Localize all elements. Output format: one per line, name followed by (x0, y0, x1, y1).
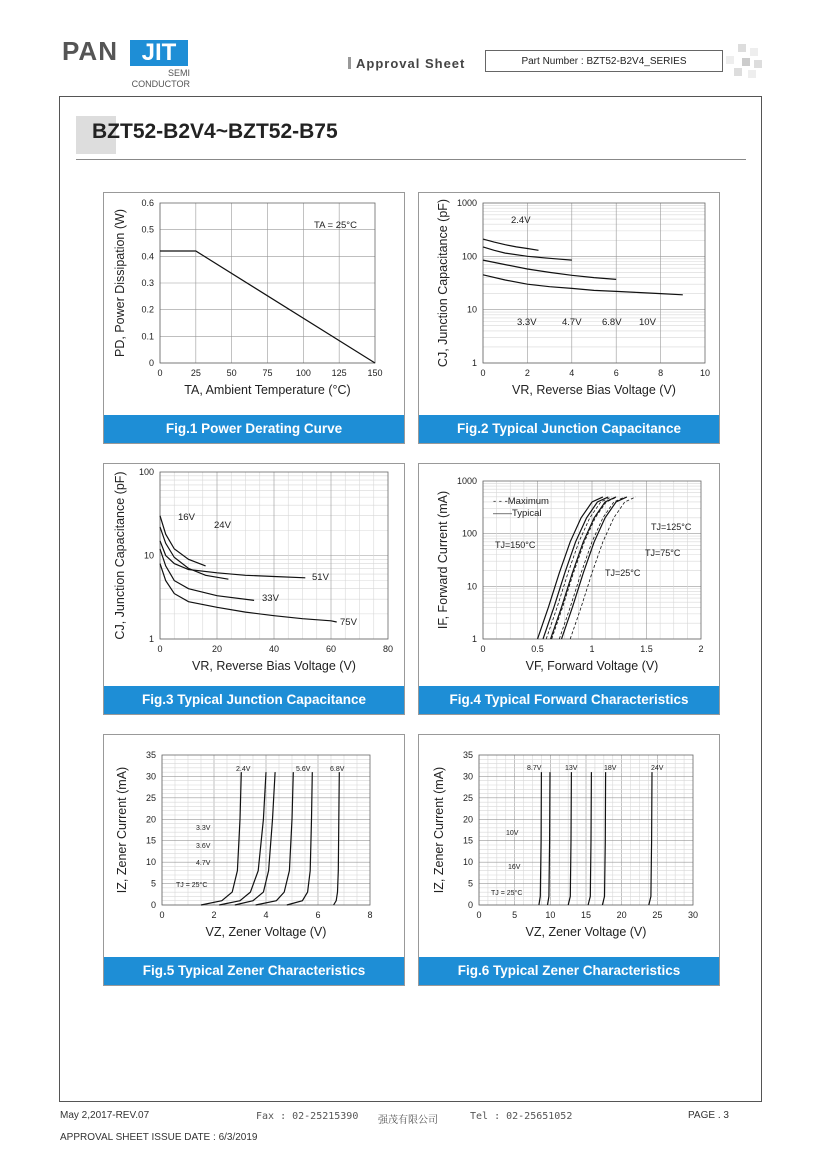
x-axis-label: VZ, Zener Voltage (V) (205, 925, 327, 939)
x-tick-label: 5 (512, 910, 518, 920)
x-tick-label: 0 (476, 910, 482, 920)
series-label: 24V (214, 520, 231, 531)
series-label: 3.3V (517, 317, 537, 328)
series-label: 6.8V (330, 766, 345, 773)
temp-annotation: TJ=125°C (651, 522, 692, 532)
figure-5-chart (104, 735, 404, 957)
figure-1-panel (103, 192, 405, 444)
series-line (588, 772, 591, 905)
figure-6-panel (418, 734, 720, 986)
series-label: 3.6V (196, 843, 211, 850)
y-axis-label: IZ, Zener Current (mA) (115, 766, 129, 894)
figure-4-panel (418, 463, 720, 715)
y-tick-label: 0.6 (141, 198, 154, 208)
figure-6-caption: Fig.6 Typical Zener Characteristics (419, 957, 719, 985)
y-tick-label: 0.2 (141, 304, 154, 315)
y-tick-label: 35 (145, 750, 156, 760)
plot-border (483, 203, 705, 363)
x-tick-label: 2 (524, 368, 530, 378)
x-axis-label: VF, Forward Voltage (V) (525, 659, 659, 673)
series-label: 16V (508, 864, 521, 871)
series-label: 2.4V (511, 215, 531, 226)
series-line (538, 497, 603, 639)
annotation-label: TJ = 25°C (176, 882, 208, 889)
y-tick-label: 1000 (456, 198, 477, 208)
y-axis-label: PD, Power Dissipation (W) (113, 209, 127, 357)
x-tick-label: 0 (159, 910, 165, 920)
y-tick-label: 0.5 (141, 224, 154, 235)
x-tick-label: 10 (699, 368, 711, 378)
series-label: 6.8V (602, 317, 622, 328)
x-tick-label: 60 (325, 644, 337, 654)
x-tick-label: 150 (367, 368, 383, 378)
x-tick-label: 4 (263, 910, 269, 920)
y-axis-label: CJ, Junction Capacitance (pF) (113, 471, 127, 640)
x-tick-label: 1.5 (640, 644, 653, 654)
logo-jit-badge: JIT (130, 40, 188, 66)
x-tick-label: 20 (616, 910, 627, 920)
figure-4-chart (419, 464, 719, 686)
series-label: 13V (565, 765, 578, 772)
series-line (219, 772, 266, 905)
x-tick-label: 15 (580, 910, 592, 920)
part-number-box: Part Number : BZT52-B2V4_SERIES (485, 50, 723, 72)
x-tick-label: 4 (569, 368, 575, 378)
series-line (483, 239, 539, 250)
x-tick-label: 30 (687, 910, 699, 920)
footer-company: 强茂有限公司 (378, 1115, 438, 1126)
series-label: 10V (639, 317, 656, 328)
footer-issue-date: APPROVAL SHEET ISSUE DATE : 6/3/2019 (60, 1132, 258, 1143)
series-line (483, 260, 616, 279)
y-tick-label: 15 (462, 835, 473, 846)
series-label: 18V (604, 765, 617, 772)
y-tick-label: 5 (150, 878, 156, 889)
legend-maximum: - - -Maximum (493, 496, 549, 507)
y-tick-label: 100 (461, 528, 477, 539)
x-tick-label: 6 (613, 368, 619, 378)
y-tick-label: 1 (148, 634, 154, 644)
figure-5-caption: Fig.5 Typical Zener Characteristics (104, 957, 404, 985)
series-label: 33V (262, 593, 279, 604)
temp-annotation: TJ=75°C (645, 548, 681, 558)
x-tick-label: 0 (157, 644, 163, 654)
divider-bar (348, 57, 351, 69)
x-tick-label: 0.5 (531, 644, 544, 654)
figure-6-chart (419, 735, 719, 957)
checker-decoration-icon (726, 44, 762, 80)
series-line (548, 772, 551, 905)
y-tick-label: 0 (467, 900, 473, 910)
x-axis-label: TA, Ambient Temperature (°C) (184, 383, 351, 397)
series-label: 4.7V (562, 317, 582, 328)
x-tick-label: 6 (315, 910, 321, 920)
footer-tel: Tel : 02-25651052 (470, 1111, 573, 1122)
figure-3-caption: Fig.3 Typical Junction Capacitance (104, 686, 404, 714)
figure-2-chart (419, 193, 719, 415)
series-line (334, 772, 340, 905)
series-label: 75V (340, 617, 357, 628)
series-label: 24V (651, 765, 664, 772)
series-label: 3.3V (196, 825, 211, 832)
series-line (568, 772, 571, 905)
series-line (649, 772, 652, 905)
series-label: 16V (178, 512, 195, 523)
legend-typical: ——Typical (493, 508, 542, 519)
x-tick-label: 25 (190, 368, 201, 378)
footer-page: PAGE . 3 (688, 1110, 729, 1121)
x-tick-label: 75 (262, 368, 273, 378)
x-tick-label: 0 (157, 368, 163, 378)
x-tick-label: 50 (226, 368, 237, 378)
y-tick-label: 10 (145, 857, 156, 868)
x-tick-label: 1 (589, 644, 595, 654)
y-tick-label: 0.1 (141, 331, 154, 342)
y-tick-label: 10 (143, 550, 154, 561)
x-axis-label: VR, Reverse Bias Voltage (V) (192, 659, 356, 673)
series-label: 5.6V (296, 766, 311, 773)
temp-annotation: TJ=25°C (605, 568, 641, 578)
y-tick-label: 10 (462, 857, 473, 868)
y-tick-label: 0 (150, 900, 156, 910)
y-tick-label: 35 (462, 750, 473, 760)
y-tick-label: 25 (462, 792, 473, 803)
x-tick-label: 40 (268, 644, 280, 654)
x-tick-label: 125 (331, 368, 347, 378)
y-tick-label: 1 (471, 634, 477, 644)
y-axis-label: IF, Forward Current (mA) (436, 490, 450, 630)
figure-4-caption: Fig.4 Typical Forward Characteristics (419, 686, 719, 714)
series-label: 4.7V (196, 860, 211, 867)
x-tick-label: 0 (480, 368, 486, 378)
x-tick-label: 25 (652, 910, 663, 920)
x-tick-label: 20 (211, 644, 223, 654)
series-line (160, 516, 206, 566)
series-label: 8.7V (527, 765, 542, 772)
y-tick-label: 0.3 (141, 278, 154, 288)
x-tick-label: 2 (211, 910, 217, 920)
y-tick-label: 0 (148, 358, 154, 368)
y-tick-label: 5 (467, 878, 473, 889)
annotation-label: TA = 25°C (314, 220, 357, 231)
figure-3-panel (103, 463, 405, 715)
series-label: 2.4V (236, 766, 251, 773)
figure-2-panel (418, 192, 720, 444)
logo-sub-conductor: CONDUCTOR (131, 79, 190, 89)
x-axis-label: VZ, Zener Voltage (V) (525, 925, 647, 939)
x-tick-label: 10 (545, 910, 556, 920)
y-axis-label: CJ, Junction Capacitance (pF) (436, 198, 450, 368)
figure-1-caption: Fig.1 Power Derating Curve (104, 415, 404, 443)
y-tick-label: 1 (471, 358, 477, 368)
y-tick-label: 30 (462, 771, 473, 782)
figure-3-chart (104, 464, 404, 686)
y-tick-label: 0.4 (141, 251, 154, 262)
series-line-max (546, 497, 611, 639)
annotation-label: TJ = 25°C (491, 890, 523, 897)
y-tick-label: 20 (145, 814, 156, 825)
x-tick-label: 2 (698, 644, 704, 654)
approval-sheet-label: Approval Sheet (356, 56, 466, 71)
x-tick-label: 80 (382, 644, 394, 654)
y-tick-label: 10 (466, 581, 477, 592)
y-tick-label: 10 (466, 304, 477, 315)
y-tick-label: 25 (145, 792, 156, 803)
logo-pan-text: PAN (62, 36, 118, 66)
series-line (160, 564, 337, 622)
x-tick-label: 8 (658, 368, 664, 378)
y-tick-label: 30 (145, 771, 156, 782)
series-label: 51V (312, 572, 329, 583)
footer-revision: May 2,2017-REV.07 (60, 1110, 150, 1121)
y-tick-label: 100 (138, 467, 154, 477)
figure-1-chart (104, 193, 404, 415)
y-tick-label: 20 (462, 814, 473, 825)
series-line (160, 527, 228, 579)
temp-annotation: TJ=150°C (495, 540, 536, 550)
figure-5-panel (103, 734, 405, 986)
y-axis-label: IZ, Zener Current (mA) (432, 766, 446, 894)
x-tick-label: 8 (367, 910, 373, 920)
y-tick-label: 1000 (456, 476, 477, 486)
page-title: BZT52-B2V4~BZT52-B75 (92, 120, 338, 143)
x-axis-label: VR, Reverse Bias Voltage (V) (512, 383, 676, 397)
series-line (543, 497, 608, 639)
footer-fax: Fax : 02-25215390 (256, 1111, 359, 1122)
y-tick-label: 15 (145, 835, 156, 846)
figure-2-caption: Fig.2 Typical Junction Capacitance (419, 415, 719, 443)
x-tick-label: 0 (480, 644, 486, 654)
x-tick-label: 100 (295, 368, 311, 378)
logo-sub-semi: SEMI (167, 68, 190, 78)
y-tick-label: 100 (461, 251, 477, 262)
series-label: 10V (506, 830, 519, 837)
series-line (539, 772, 542, 905)
title-underline (76, 159, 746, 160)
